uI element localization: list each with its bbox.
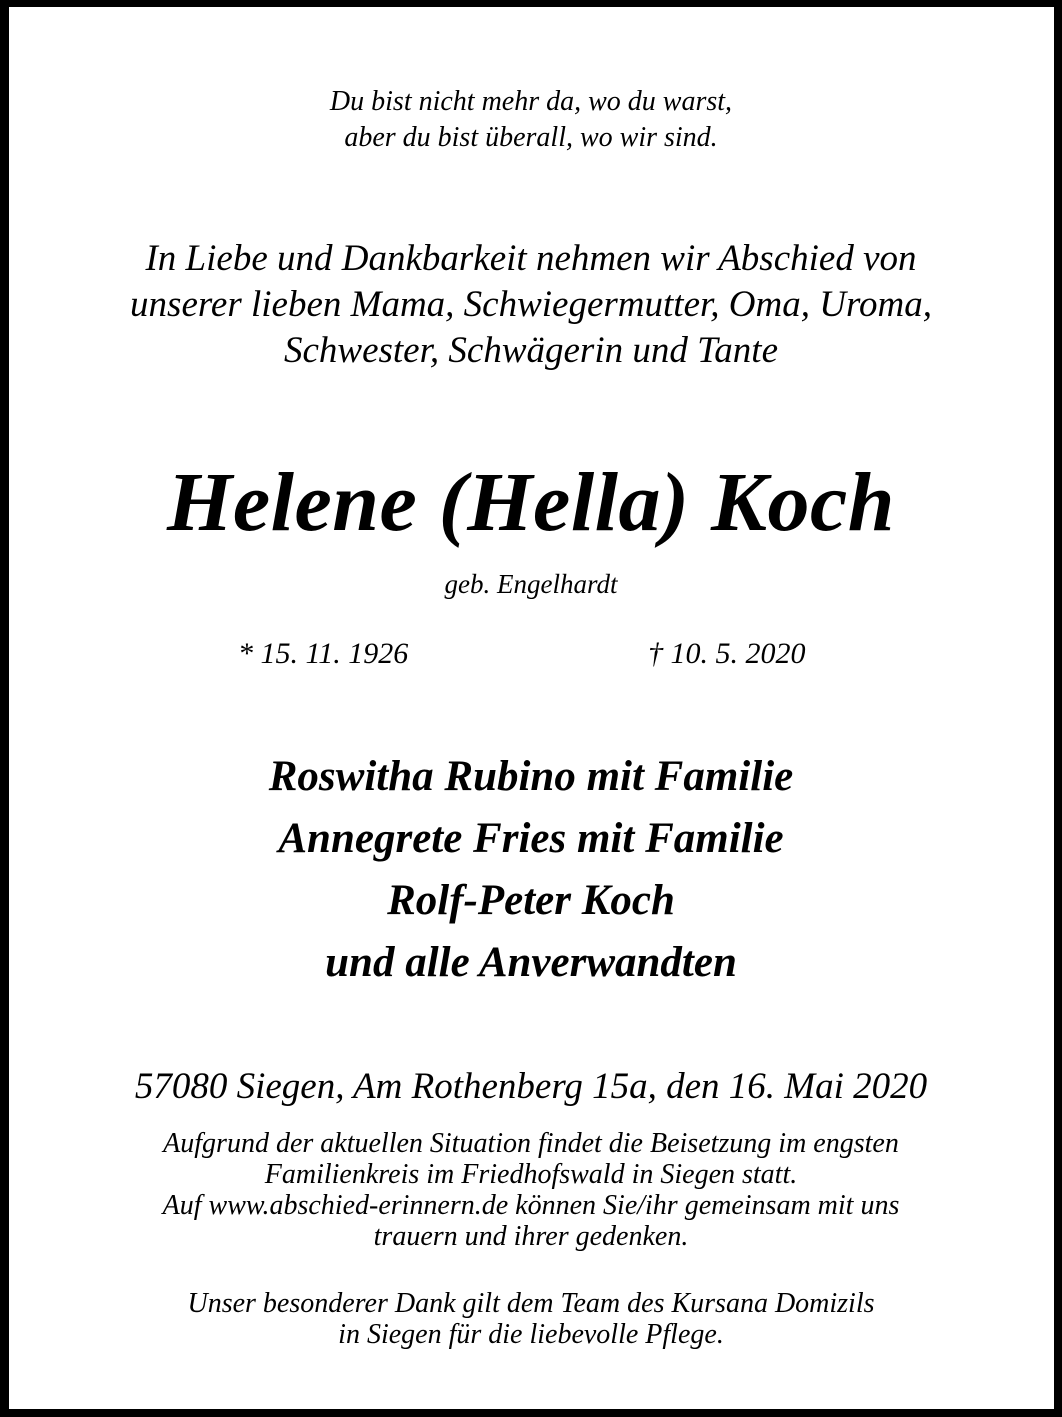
- mourner-line: Roswitha Rubino mit Familie: [268, 753, 794, 800]
- motto-line: Du bist nicht mehr da, wo du warst,: [329, 86, 733, 117]
- notice-line: Aufgrund der aktuellen Situation findet die Beisetzung im engsten: [163, 1128, 899, 1159]
- deceased-name: Helene (Hella) Koch: [166, 456, 895, 549]
- birth-date: * 15. 11. 1926: [238, 637, 409, 670]
- mourner-line: Annegrete Fries mit Familie: [278, 815, 784, 862]
- funeral-notice: [0, 1128, 1062, 1252]
- mourner-line: und alle Anverwandten: [325, 939, 737, 986]
- intro-line: unserer lieben Mama, Schwiegermutter, Oma, Uroma,: [130, 284, 932, 325]
- death-date: † 10. 5. 2020: [648, 637, 806, 670]
- thanks-line: Unser besonderer Dank gilt dem Team des Kursana Domizils: [187, 1288, 875, 1319]
- notice-line: trauern und ihrer gedenken.: [373, 1221, 689, 1252]
- notice-line: Auf www.abschied-erinnern.de können Sie/ihr gemeinsam mit uns: [162, 1190, 900, 1221]
- intro-line: Schwester, Schwägerin und Tante: [283, 330, 778, 371]
- motto-quote: [0, 84, 1062, 156]
- place-and-date: 57080 Siegen, Am Rothenberg 15a, den 16. Mai 2020: [134, 1066, 928, 1107]
- notice-line: Familienkreis im Friedhofswald in Siegen statt.: [264, 1159, 798, 1190]
- mourner-line: Rolf-Peter Koch: [387, 877, 675, 924]
- maiden-name: geb. Engelhardt: [444, 569, 618, 599]
- motto-line: aber du bist überall, wo wir sind.: [344, 122, 718, 153]
- thanks-note: [0, 1288, 1062, 1350]
- intro-line: In Liebe und Dankbarkeit nehmen wir Abschied von: [145, 238, 917, 279]
- thanks-line: in Siegen für die liebevolle Pflege.: [338, 1319, 724, 1350]
- life-dates: [0, 634, 1062, 674]
- intro-text: [0, 236, 1062, 374]
- mourners-list: [0, 746, 1062, 994]
